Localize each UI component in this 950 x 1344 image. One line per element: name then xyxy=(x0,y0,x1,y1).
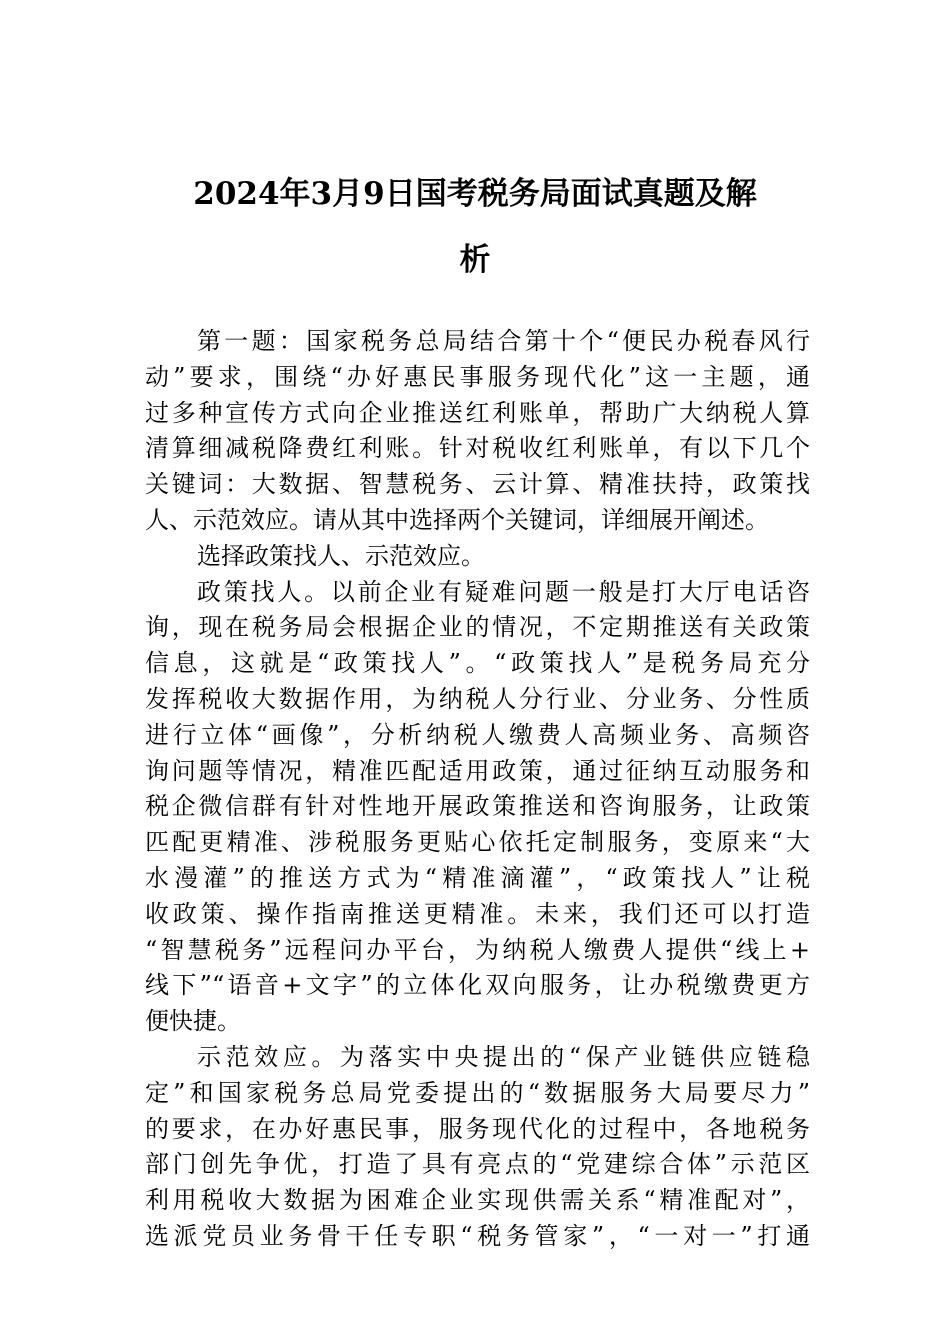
paragraph-line: 政策找人。以前企业有疑难问题一般是打大厅电话咨 xyxy=(197,577,810,606)
paragraph-line: 定”和国家税务总局党委提出的“数据服务大局要尽力” xyxy=(145,1078,810,1107)
paragraph-line: 询，现在税务局会根据企业的情况，不定期推送有关政策 xyxy=(145,613,810,642)
paragraph-line: 水漫灌”的推送方式为“精准滴灌”，“政策找人”让税 xyxy=(145,863,810,892)
paragraph-line: 进行立体“画像”，分析纳税人缴费人高频业务、高频咨 xyxy=(145,720,810,749)
paragraph-line: 选派党员业务骨干任专职“税务管家”，“一对一”打通 xyxy=(145,1221,810,1250)
document-title-continuation: 析 xyxy=(459,242,491,278)
paragraph-line: 动”要求，围绕“办好惠民事服务现代化”这一主题，通 xyxy=(145,362,810,391)
document-body xyxy=(145,324,810,1255)
paragraph-line: 的要求，在办好惠民事，服务现代化的过程中，各地税务 xyxy=(145,1114,810,1143)
paragraph-line: 询问题等情况，精准匹配适用政策，通过征纳互动服务和 xyxy=(145,756,810,785)
paragraph-line: 部门创先争优，打造了具有亮点的“党建综合体”示范区 xyxy=(145,1150,810,1179)
paragraph-line: 便快捷。 xyxy=(145,1007,241,1036)
paragraph-line: 关键词：大数据、智慧税务、云计算、精准扶持，政策找 xyxy=(145,470,810,499)
paragraph-line: “智慧税务”远程问办平台，为纳税人缴费人提供“线上+ xyxy=(145,935,810,964)
paragraph-line: 选择政策找人、示范效应。 xyxy=(197,541,485,570)
paragraph-line: 利用税收大数据为困难企业实现供需关系“精准配对”， xyxy=(145,1186,810,1215)
paragraph-line: 人、示范效应。请从其中选择两个关键词，详细展开阐述。 xyxy=(145,505,769,534)
document-title: 2024年3月9日国考税务局面试真题及解 xyxy=(193,176,757,212)
paragraph-line: 示范效应。为落实中央提出的“保产业链供应链稳 xyxy=(197,1042,810,1071)
paragraph-line: 第一题：国家税务总局结合第十个“便民办税春风行 xyxy=(197,327,810,355)
paragraph-line: 信息，这就是“政策找人”。“政策找人”是税务局充分 xyxy=(145,649,810,678)
paragraph-line: 发挥税收大数据作用，为纳税人分行业、分业务、分性质 xyxy=(145,684,810,713)
paragraph-line: 过多种宣传方式向企业推送红利账单，帮助广大纳税人算 xyxy=(145,398,810,427)
paragraph-line: 线下”“语音+文字”的立体化双向服务，让办税缴费更方 xyxy=(145,971,810,1000)
paragraph-line: 收政策、操作指南推送更精准。未来，我们还可以打造 xyxy=(145,899,810,928)
paragraph-line: 清算细减税降费红利账。针对税收红利账单，有以下几个 xyxy=(145,434,810,463)
paragraph-line: 税企微信群有针对性地开展政策推送和咨询服务，让政策 xyxy=(145,792,810,821)
paragraph-line: 匹配更精准、涉税服务更贴心依托定制服务，变原来“大 xyxy=(145,828,810,857)
